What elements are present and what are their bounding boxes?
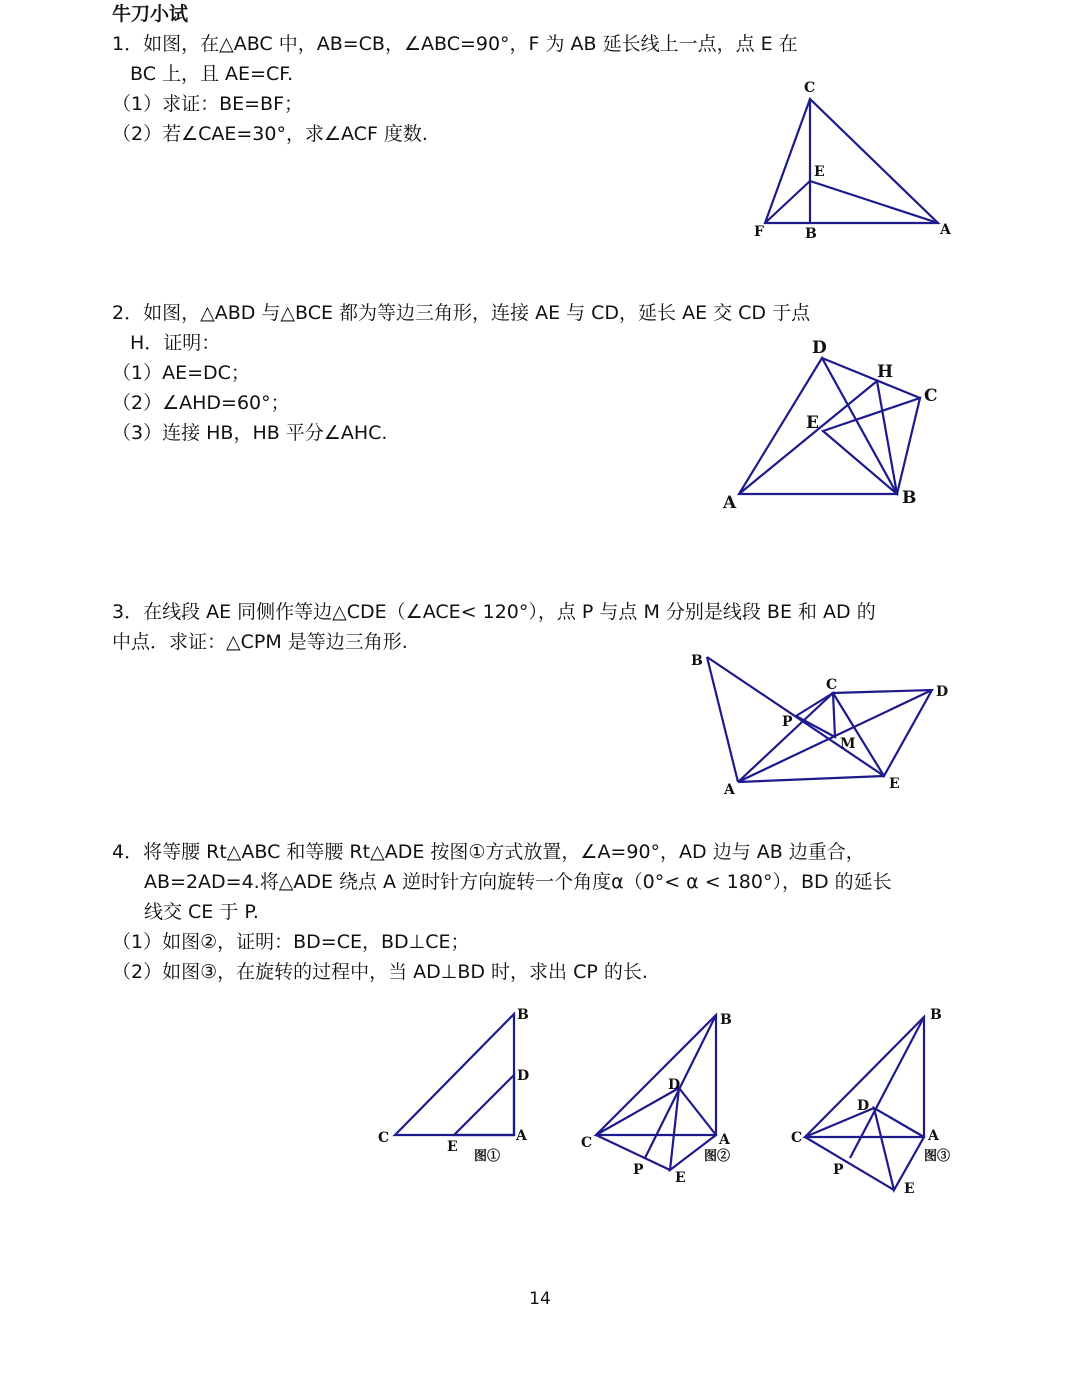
p4f3-label-c: C <box>791 1130 803 1146</box>
p3-label-c: C <box>826 677 838 693</box>
p4-line-2: AB=2AD=4.将△ADE 绕点 A 逆时针方向旋转一个角度α（0°< α < 180°），BD 的延长 <box>144 871 892 893</box>
p2-figure <box>715 335 955 515</box>
p2-label-d: D <box>812 338 827 358</box>
p2-line-5: （3）连接 HB，HB 平分∠AHC. <box>112 422 388 444</box>
p1-label-b: B <box>805 226 817 242</box>
p4f3-segment-ce <box>805 1137 894 1190</box>
p3-figure <box>685 650 955 800</box>
p4f3-label-e: E <box>904 1181 915 1197</box>
p3-segment-ac <box>738 693 833 782</box>
section-title: 牛刀小试 <box>112 3 189 25</box>
p3-triangle-cde <box>833 690 932 776</box>
p2-line-3: （1）AE=DC； <box>112 362 250 384</box>
p4-line-5: （2）如图③，在旋转的过程中，当 AD⊥BD 时，求出 CP 的长. <box>112 961 648 983</box>
p1-line-4: （2）若∠CAE=30°，求∠ACF 度数. <box>112 123 428 145</box>
p2-line-4: （2）∠AHD=60°； <box>112 392 290 414</box>
p4f2-label-a: A <box>719 1132 730 1148</box>
p1-label-c: C <box>804 80 816 96</box>
p4-line-4: （1）如图②，证明：BD=CE，BD⊥CE； <box>112 931 470 953</box>
p3-label-a: A <box>724 782 735 798</box>
p4f2-label-c: C <box>581 1135 593 1151</box>
p4f1-label-e: E <box>447 1139 458 1155</box>
p1-line-1: 1．如图，在△ABC 中，AB=CB，∠ABC=90°，F 为 AB 延长线上一点，点 E 在 <box>112 33 798 55</box>
p4-line-3: 线交 CE 于 P. <box>144 901 259 923</box>
p4f3-triangle-ade <box>874 1108 924 1190</box>
p1-line-3: （1）求证：BE=BF； <box>112 93 304 115</box>
p3-label-p: P <box>782 714 793 730</box>
p4-figure-2 <box>575 1000 750 1190</box>
p1-line-2: BC 上，且 AE=CF. <box>130 63 294 85</box>
p3-label-d: D <box>936 684 949 700</box>
p4-line-1: 4．将等腰 Rt△ABC 和等腰 Rt△ADE 按图①方式放置，∠A=90°，AD 边与 AB 边重合， <box>112 841 865 863</box>
p4f3-label-p: P <box>833 1162 844 1178</box>
p4f3-label-d: D <box>857 1098 870 1114</box>
p4f2-label-e: E <box>675 1170 686 1186</box>
p2-label-e: E <box>806 413 819 433</box>
p2-label-h: H <box>877 362 894 382</box>
p1-label-e: E <box>814 164 825 180</box>
p4f1-label-a: A <box>516 1128 527 1144</box>
p4f2-label-b: B <box>720 1012 732 1028</box>
p4f1-triangle-abc <box>395 1014 514 1135</box>
p4f1-triangle-ade <box>454 1075 514 1135</box>
p4f1-label-c: C <box>378 1130 390 1146</box>
p2-segment-dc <box>822 358 920 398</box>
p2-segment-ah <box>739 381 877 494</box>
p3-label-m: M <box>840 736 856 752</box>
p2-line-1: 2．如图，△ABD 与△BCE 都为等边三角形，连接 AE 与 CD，延长 AE 交 CD 于点 <box>112 302 811 324</box>
p4f3-triangle-abc <box>805 1017 924 1137</box>
p3-label-b: B <box>691 653 703 669</box>
p4f2-label-p: P <box>633 1162 644 1178</box>
p3-segment-ae <box>738 776 884 782</box>
page-number: 14 <box>529 1289 551 1309</box>
p1-label-f: F <box>754 224 764 240</box>
p4f1-label-d: D <box>517 1068 530 1084</box>
p3-line-1: 3．在线段 AE 同侧作等边△CDE（∠ACE< 120°），点 P 与点 M 分别是线段 BE 和 AD 的 <box>112 601 876 623</box>
p2-line-2: H．证明： <box>130 332 221 354</box>
p1-segment-ea <box>810 181 938 223</box>
p4f2-segment-bp <box>645 1015 716 1158</box>
p1-triangle-cfa <box>765 99 938 223</box>
p4f2-triangle-abc <box>596 1015 716 1135</box>
p2-label-b: B <box>902 488 917 508</box>
p2-label-a: A <box>723 493 737 513</box>
p4f3-label-b: B <box>930 1007 942 1023</box>
p4f2-caption: 图② <box>704 1149 731 1164</box>
p3-line-2: 中点．求证：△CPM 是等边三角形. <box>112 631 408 653</box>
p4f2-label-d: D <box>668 1077 681 1093</box>
p1-label-a: A <box>940 222 951 238</box>
p4-figure-1 <box>370 1000 540 1170</box>
p2-label-c: C <box>924 386 938 406</box>
p4f1-label-b: B <box>517 1007 529 1023</box>
p3-label-e: E <box>889 776 900 792</box>
p1-figure <box>740 75 970 250</box>
p4f3-label-a: A <box>928 1128 939 1144</box>
p4f1-caption: 图① <box>474 1149 501 1164</box>
p4-figure-3 <box>780 1000 960 1200</box>
p4f3-caption: 图③ <box>924 1149 951 1164</box>
